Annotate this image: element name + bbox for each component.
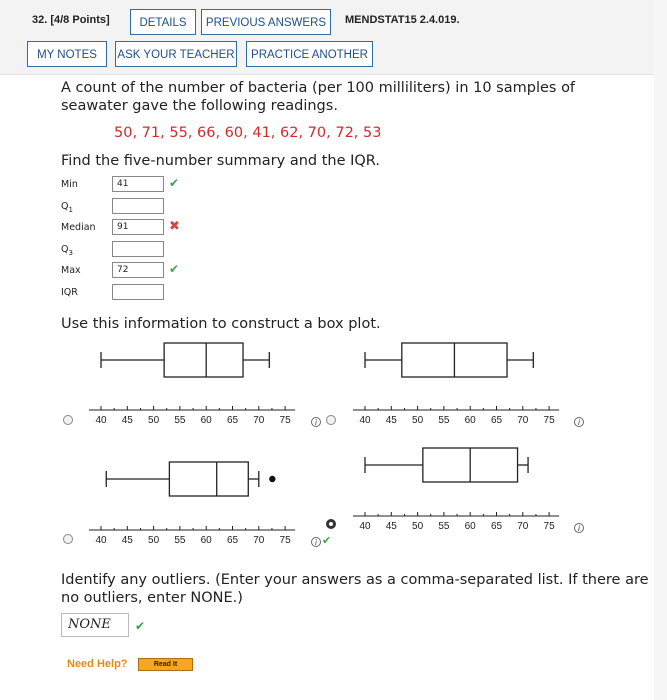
details-button[interactable]: DETAILS	[130, 9, 196, 35]
axis-tick-label: 50	[412, 521, 424, 532]
axis-tick-label: 50	[148, 535, 160, 546]
axis-tick-label: 65	[226, 415, 239, 426]
info-icon[interactable]: i	[311, 537, 321, 547]
axis-tick-label: 70	[517, 415, 529, 426]
boxplot-option-4-radio[interactable]	[326, 519, 336, 529]
axis-tick-label: 75	[279, 415, 291, 426]
min-correct-icon: ✔	[169, 176, 180, 190]
axis-tick-label: 50	[148, 415, 160, 426]
need-help-label: Need Help?	[67, 658, 128, 670]
axis-tick-label: 40	[95, 415, 107, 426]
problem-statement: A count of the number of bacteria (per 100 milliliters) in 10 samples of seawater gave the following readings.	[61, 80, 576, 114]
median-incorrect-icon: ✖	[169, 219, 180, 234]
axis-tick-label: 55	[174, 535, 186, 546]
practice-another-button[interactable]: PRACTICE ANOTHER	[246, 41, 373, 67]
min-input[interactable]: 41	[112, 176, 164, 192]
read-it-button[interactable]: Read It	[138, 658, 193, 671]
scroll-track[interactable]	[654, 0, 667, 700]
question-header	[0, 0, 654, 75]
readings-list: 50, 71, 55, 66, 60, 41, 62, 70, 72, 53	[114, 125, 382, 141]
axis-tick-label: 75	[543, 415, 555, 426]
boxplot-option-1-radio[interactable]	[63, 415, 73, 425]
find-prompt: Find the five-number summary and the IQR.	[61, 153, 380, 169]
axis-tick-label: 45	[121, 535, 133, 546]
q1-label: $Q_1$	[61, 201, 73, 214]
info-icon[interactable]: i	[311, 417, 321, 427]
median-label: Median	[61, 222, 96, 233]
axis-tick-label: 45	[385, 415, 397, 426]
axis-tick-label: 45	[121, 415, 133, 426]
axis-tick-label: 40	[359, 415, 371, 426]
question-body	[50, 74, 655, 700]
ask-teacher-button[interactable]: ASK YOUR TEACHER	[115, 41, 237, 67]
question-number: 32. [4/8 Points]	[32, 14, 110, 26]
axis-tick-label: 40	[95, 535, 107, 546]
my-notes-button[interactable]: MY NOTES	[27, 41, 107, 67]
axis-tick-label: 55	[174, 415, 186, 426]
axis-tick-label: 65	[226, 535, 239, 546]
axis-tick-label: 40	[359, 521, 371, 532]
boxplot-prompt: Use this information to construct a box plot.	[61, 316, 381, 332]
source-code: MENDSTAT15 2.4.019.	[345, 14, 460, 26]
axis-tick-label: 60	[464, 415, 476, 426]
boxplot-correct-icon: ✔	[322, 534, 332, 547]
axis-tick-label: 45	[385, 521, 397, 532]
min-label: Min	[61, 179, 78, 190]
outliers-input[interactable]: NONE	[61, 613, 129, 637]
axis-tick-label: 70	[517, 521, 529, 532]
axis-tick-label: 65	[490, 415, 503, 426]
boxplot-option-2-radio[interactable]	[326, 415, 336, 425]
axis-tick-label: 75	[543, 521, 555, 532]
info-icon[interactable]: i	[574, 417, 584, 427]
boxplot-option-3-radio[interactable]	[63, 534, 73, 544]
axis-tick-label: 75	[279, 535, 291, 546]
median-input[interactable]: 91	[112, 219, 164, 235]
max-correct-icon: ✔	[169, 262, 180, 276]
axis-tick-label: 60	[200, 535, 212, 546]
max-label: Max	[61, 265, 81, 276]
max-input[interactable]: 72	[112, 262, 164, 278]
q1-input[interactable]	[112, 198, 164, 214]
outliers-prompt: Identify any outliers. (Enter your answers as a comma-separated list. If there are no outliers, enter NONE.)	[61, 572, 649, 606]
axis-tick-label: 60	[464, 521, 476, 532]
q3-label: $Q_3$	[61, 244, 73, 257]
axis-tick-label: 60	[200, 415, 212, 426]
q3-input[interactable]	[112, 241, 164, 257]
axis-tick-label: 70	[253, 535, 265, 546]
iqr-input[interactable]	[112, 284, 164, 300]
axis-tick-label: 70	[253, 415, 265, 426]
axis-tick-label: 55	[438, 415, 450, 426]
axis-tick-label: 50	[412, 415, 424, 426]
outliers-correct-icon: ✔	[135, 619, 146, 633]
previous-answers-button[interactable]: PREVIOUS ANSWERS	[201, 9, 331, 35]
info-icon[interactable]: i	[574, 523, 584, 533]
axis-tick-label: 65	[490, 521, 503, 532]
iqr-label: IQR	[61, 287, 78, 298]
axis-tick-label: 55	[438, 521, 450, 532]
